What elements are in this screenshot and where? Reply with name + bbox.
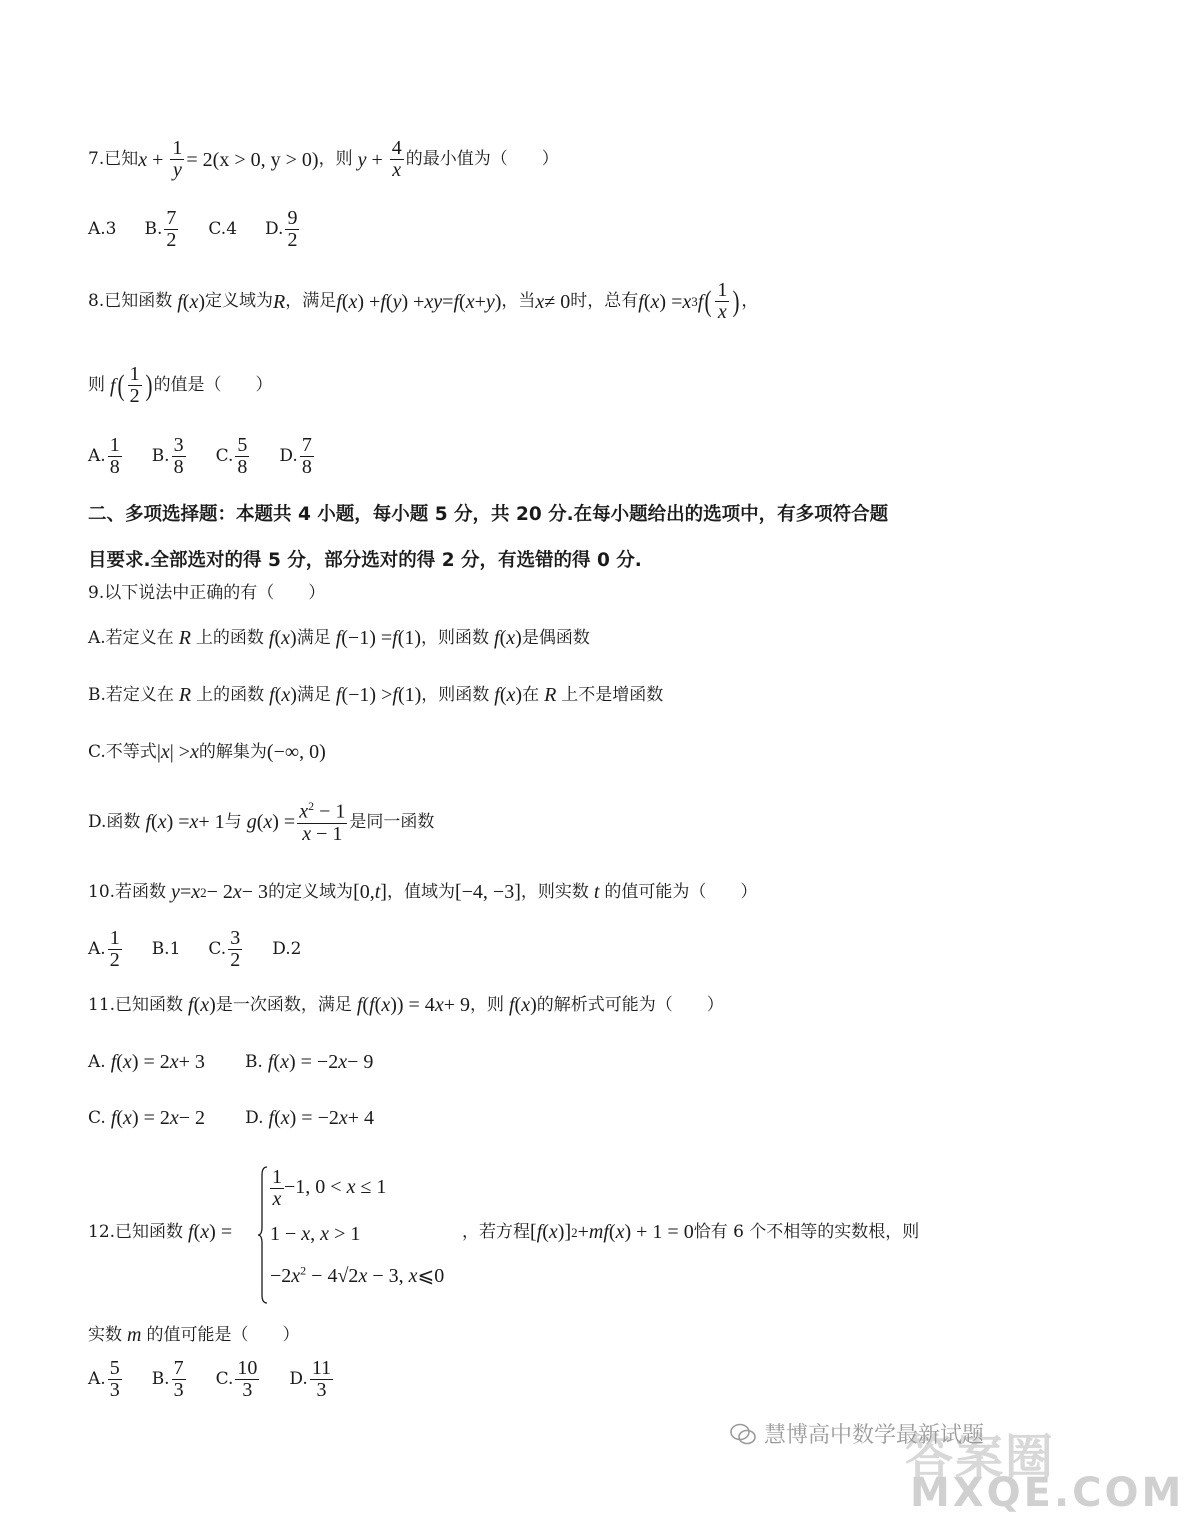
q7-suffix: 的最小值为（ ）: [405, 149, 559, 169]
q11-options-row1: [88, 1052, 401, 1072]
watermark-text: 慧博高中数学最新试题: [764, 1423, 985, 1448]
q12-options: [88, 1358, 363, 1401]
q8-option-d[interactable]: D. $\frac{7}{8}$: [279, 434, 312, 478]
q8-stem-line2: 则 f ( $\frac{1}{2}$ ) 的值是（ ）: [88, 363, 273, 407]
q10-options: [88, 928, 329, 971]
q9-option-d[interactable]: D.函数 f ( x ) = x + 1 与 g ( x ) = $\frac{x^2 - 1}{x - 1}$ 是同一函数: [88, 799, 435, 845]
wechat-icon: [730, 1423, 756, 1445]
q11-option-c[interactable]: C. f ( x ) = 2 x − 2: [88, 1107, 206, 1129]
q9-option-a[interactable]: A.若定义在 R 上的函数 f ( x ) 满足 f (−1) = f (1) ，则函数 f ( x ) 是偶函数: [88, 627, 590, 649]
section2-heading-line2: 目要求.全部选对的得 5 分，部分选对的得 2 分，有选错的得 0 分.: [88, 550, 642, 571]
q7-prefix: 7.已知: [88, 149, 139, 169]
q8-options: [88, 435, 344, 478]
q8-option-c[interactable]: C. $\frac{5}{8}$: [215, 434, 248, 478]
q11-stem: 11.已知函数 f ( x ) 是一次函数，满足 f ( f ( x )) = 4 x + 9 ，则 f ( x ) 的解析式可能为（ ）: [88, 994, 724, 1016]
q11-option-b[interactable]: B. f ( x ) = −2 x − 9: [244, 1051, 374, 1073]
q11-option-d[interactable]: D. f ( x ) = −2 x + 4: [245, 1107, 375, 1129]
q10-option-d[interactable]: D.2: [272, 939, 302, 959]
q11-option-a[interactable]: A. f ( x ) = 2 x + 3: [88, 1051, 205, 1073]
q9-option-c[interactable]: C.不等式 | x | > x 的解集为 (−∞, 0): [88, 741, 326, 763]
q12-option-a[interactable]: A. $\frac{5}{3}$: [88, 1357, 120, 1401]
q8-option-b[interactable]: B. $\frac{3}{8}$: [151, 434, 184, 478]
q11-options-row2: [88, 1108, 402, 1128]
q8-stem-line1: 8.已知函数 f ( x ) 定义域为 R ，满足 f ( x ) + f ( y ) + xy = f ( x + y ) ，当 x ≠ 0 时，总有 f ( x ) = x 3 f ( $\frac{1}{x}$ ) ，: [88, 279, 759, 323]
watermark-site: MXQE.COM: [910, 1470, 1184, 1516]
q10-option-b[interactable]: B.1: [151, 939, 181, 959]
watermark: [730, 1418, 984, 1449]
q7-option-b[interactable]: B. $\frac{7}{2}$: [144, 207, 177, 251]
q10-option-a[interactable]: A. $\frac{1}{2}$: [88, 927, 120, 971]
section2-heading-line1: 二、多项选择题：本题共 4 小题，每小题 5 分，共 20 分.在每小题给出的选项中，有多项符合题: [88, 504, 889, 525]
q7-option-c[interactable]: C.4: [208, 219, 238, 239]
q12-stem-line2: 实数 m 的值可能是（ ）: [88, 1324, 300, 1346]
q12-case-2: 1 − x, x > 1: [270, 1223, 361, 1245]
q9-stem: 9.以下说法中正确的有（ ）: [88, 583, 326, 603]
q7-condition: = 2(x > 0, y > 0): [186, 148, 319, 171]
q12-stem-right: ，若方程 [ f ( x )] 2 + mf ( x ) + 1 = 0 恰有 6 个不相等的实数根，则: [462, 1221, 920, 1243]
q12-option-d[interactable]: D. $\frac{11}{3}$: [289, 1357, 332, 1401]
q12-option-c[interactable]: C. $\frac{10}{3}$: [215, 1357, 258, 1401]
q12-case-3: $-2x^2 - 4√2x - 3$, x⩽0: [270, 1263, 445, 1287]
q10-option-c[interactable]: C. $\frac{3}{2}$: [208, 927, 241, 971]
q10-stem: 10.若函数 y = x 2 − 2 x − 3 的定义域为 [0, t ] ，值域为 [−4, −3] ，则实数 t 的值可能为（ ）: [88, 881, 758, 903]
q7-options: [88, 208, 329, 251]
watermark-logo: 答案圈: [905, 1429, 1056, 1485]
q12-stem-left: 12.已知函数 f ( x ) =: [88, 1221, 233, 1243]
q7-mid: ，则: [318, 149, 353, 169]
q12-case-1: $\frac{1}{x}$ −1, 0 < x ≤ 1: [272, 1166, 387, 1210]
q7-stem: 7.已知 x + $\frac{1}{y}$ = 2(x > 0, y > 0) ，则 y + $\frac{4}{x}$ 的最小值为（ ）: [88, 137, 559, 181]
q8-option-a[interactable]: A. $\frac{1}{8}$: [88, 434, 120, 478]
q7-option-a[interactable]: A.3: [88, 219, 117, 239]
q9-option-b[interactable]: B.若定义在 R 上的函数 f ( x ) 满足 f (−1) > f (1) ，则函数 f ( x ) 在 R 上不是增函数: [88, 684, 664, 706]
q7-option-d[interactable]: D. $\frac{9}{2}$: [265, 207, 298, 251]
brace-icon: [258, 1165, 268, 1305]
q12-option-b[interactable]: B. $\frac{7}{3}$: [151, 1357, 184, 1401]
